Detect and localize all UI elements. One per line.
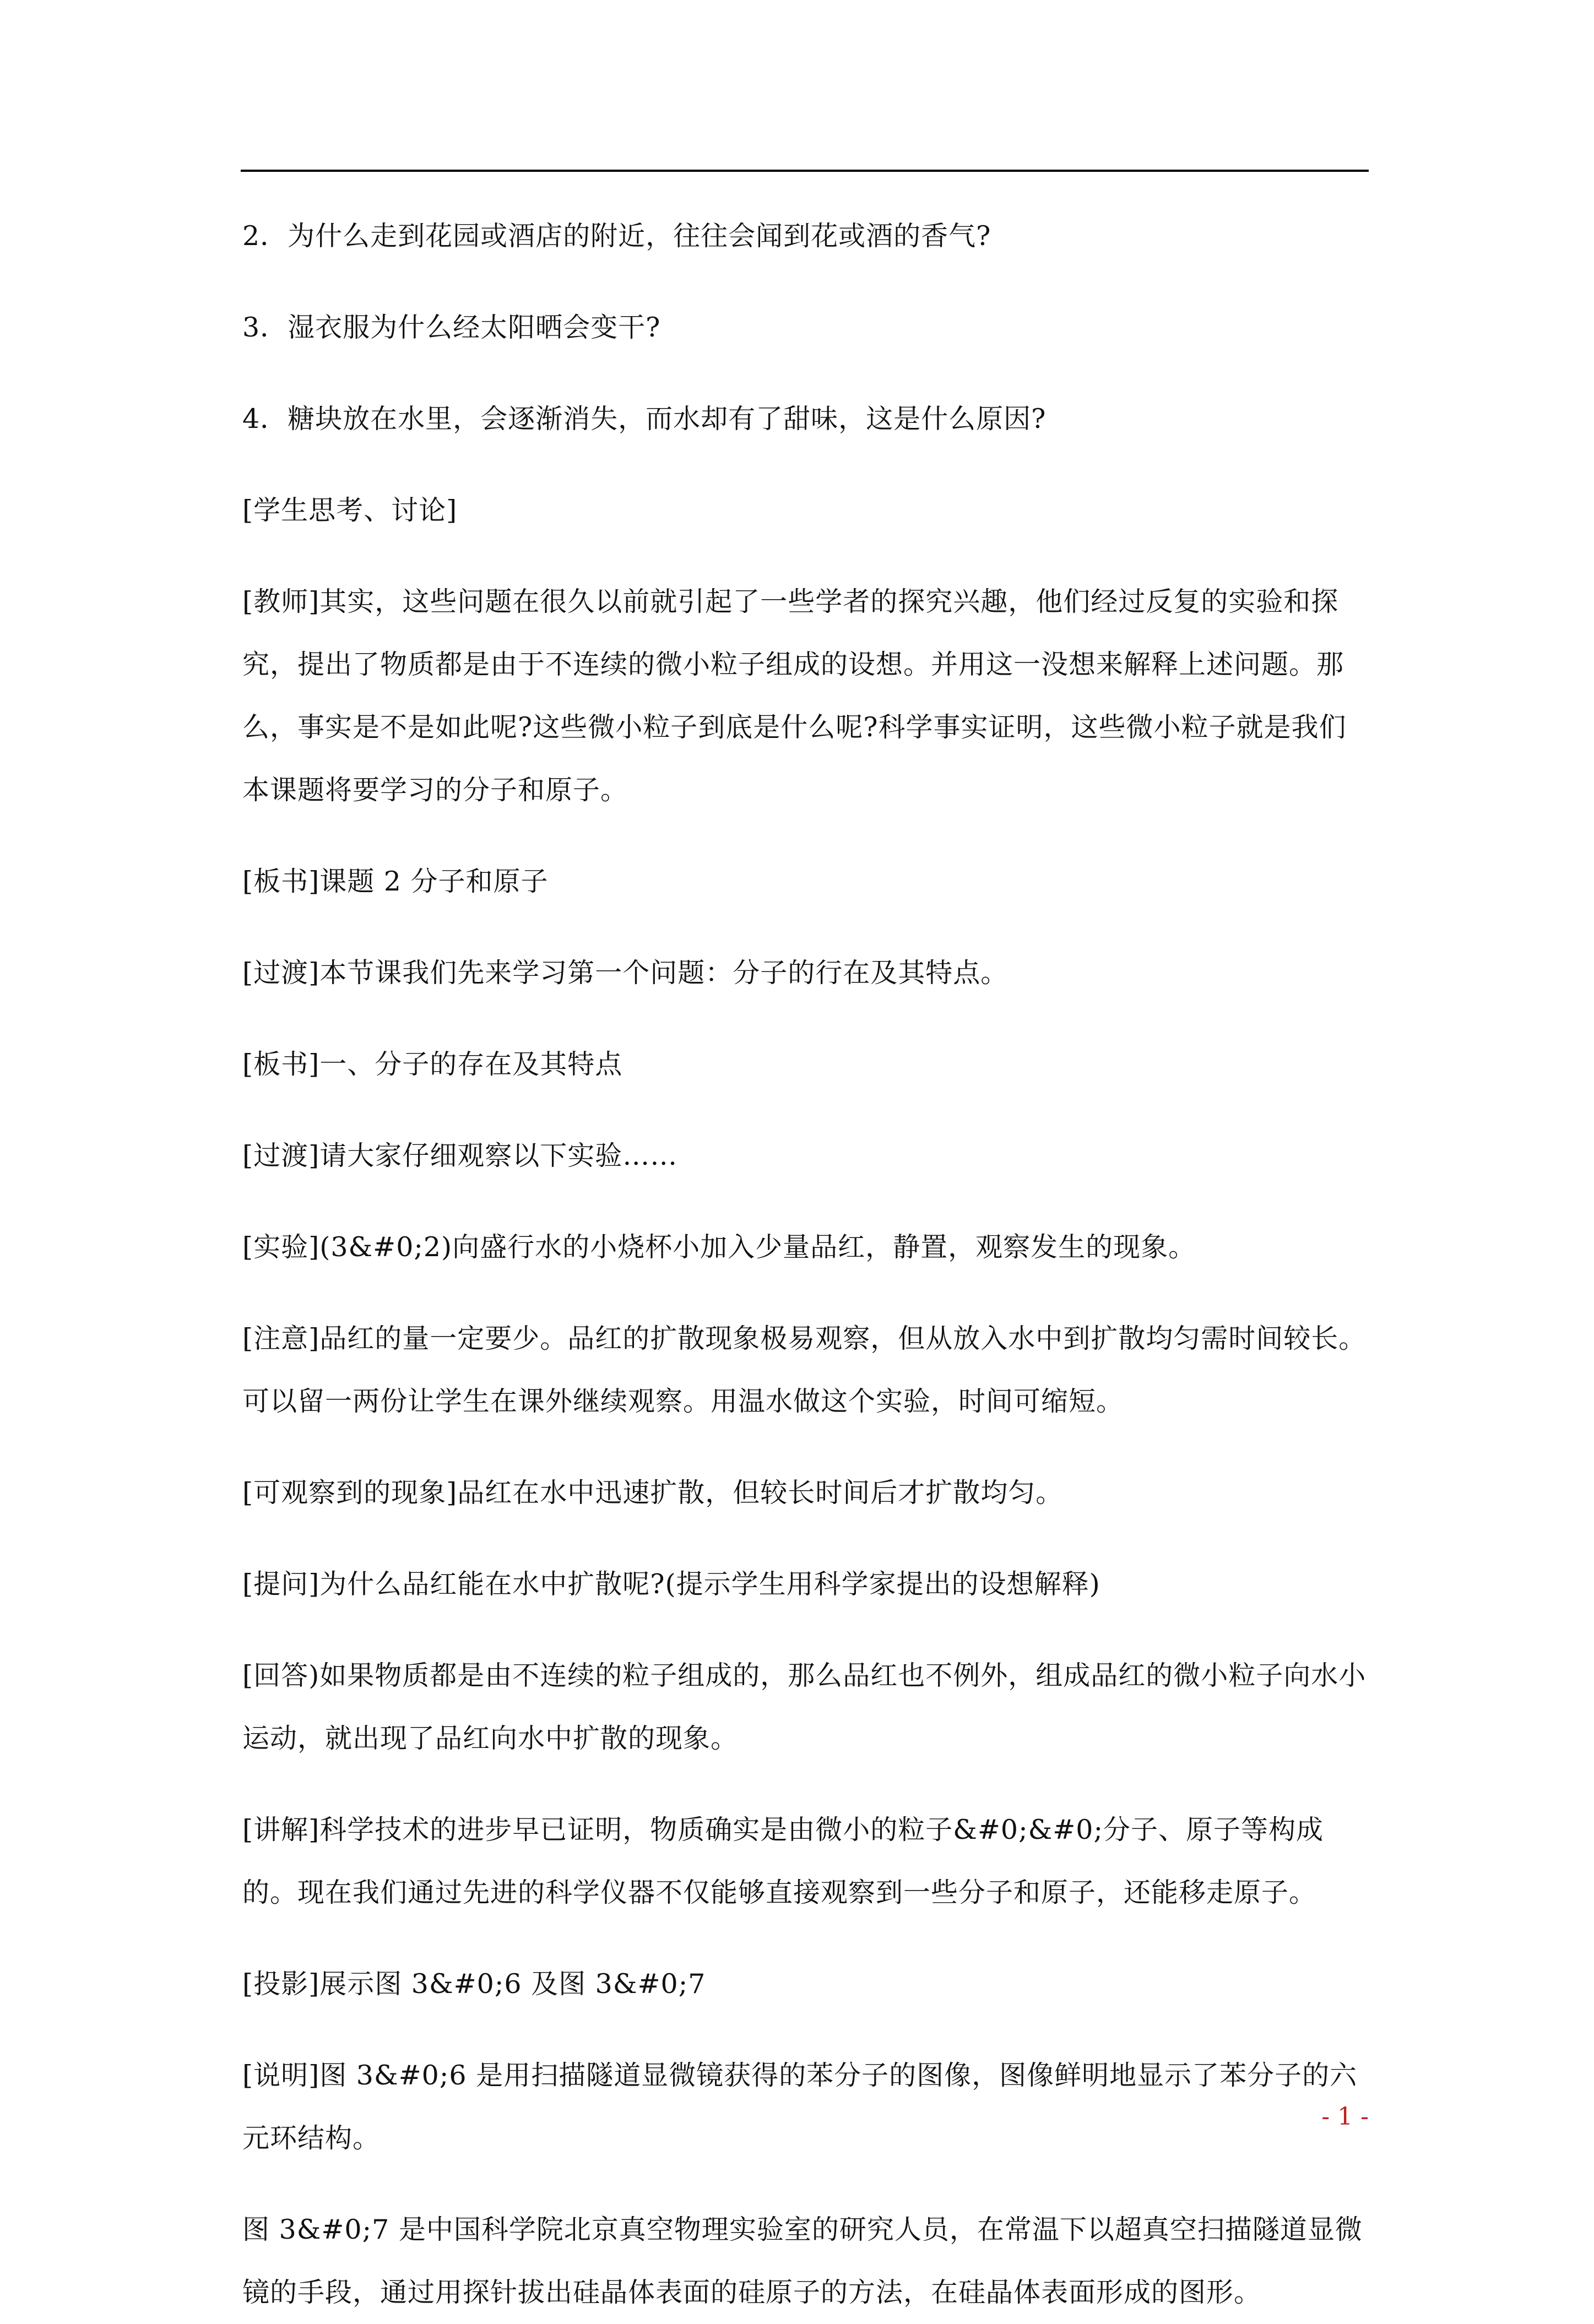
paragraph: [提问]为什么品红能在水中扩散呢?(提示学生用科学家提出的设想解释) xyxy=(242,1568,1100,1600)
paragraph: [可观察到的现象]品红在水中迅速扩散，但较长时间后才扩散均匀。 xyxy=(242,1477,1064,1508)
page-number: - 1 - xyxy=(1321,2103,1369,2131)
paragraph: [教师]其实，这些问题在很久以前就引起了一些学者的探究兴趣，他们经过反复的实验和探究，提出了物质都是由于不连续的微小粒子组成的设想。并用这一没想来解释上述问题。那么，事实是不是如此呢?这些微小粒子到底是什么呢?科学事实证明，这些微小粒子就是我们本课题将要学习的分子和原子。 xyxy=(242,586,1347,806)
paragraph: [板书]课题 2 分子和原子 xyxy=(242,866,549,897)
paragraph: [板书]一、分子的存在及其特点 xyxy=(242,1049,623,1080)
paragraph: [过渡]请大家仔细观察以下实验…… xyxy=(242,1140,678,1171)
paragraph: [实验](3&#0;2)向盛行水的小烧杯小加入少量品红，静置，观察发生的现象。 xyxy=(242,1231,1196,1263)
paragraph: 2．为什么走到花园或酒店的附近，往往会闻到花或酒的香气? xyxy=(242,220,991,252)
paragraph: [投影]展示图 3&#0;6 及图 3&#0;7 xyxy=(242,1968,706,2000)
paragraph: [学生思考、讨论] xyxy=(242,495,458,526)
paragraph: [讲解]科学技术的进步早已证明，物质确实是由微小的粒子&#0;&#0;分子、原子等构成的。现在我们通过先进的科学仪器不仅能够直接观察到一些分子和原子，还能移走原子。 xyxy=(242,1814,1324,1908)
header-rule xyxy=(241,170,1369,172)
paragraph: 4．糖块放在水里，会逐渐消失，而水却有了甜味，这是什么原因? xyxy=(242,403,1047,435)
paragraph: [过渡]本节课我们先来学习第一个问题：分子的行在及其特点。 xyxy=(242,957,1009,989)
page-body xyxy=(242,205,1371,2324)
paragraph: [注意]品红的量一定要少。品红的扩散现象极易观察，但从放入水中到扩散均匀需时间较长。可以留一两份让学生在课外继续观察。用温水做这个实验，时间可缩短。 xyxy=(242,1323,1367,1417)
paragraph: 3．湿衣服为什么经太阳晒会变干? xyxy=(242,312,661,343)
paragraph: 图 3&#0;7 是中国科学院北京真空物理实验室的研究人员，在常温下以超真空扫描隧道显微镜的手段，通过用探针拔出硅晶体表面的硅原子的方法，在硅晶体表面形成的图形。 xyxy=(242,2214,1363,2308)
paragraph: [说明]图 3&#0;6 是用扫描隧道显微镜获得的苯分子的图像，图像鲜明地显示了苯分子的六元环结构。 xyxy=(242,2060,1358,2154)
paragraph: [回答)如果物质都是由不连续的粒子组成的，那么品红也不例外，组成品红的微小粒子向水小运动，就出现了品红向水中扩散的现象。 xyxy=(242,1660,1367,1754)
